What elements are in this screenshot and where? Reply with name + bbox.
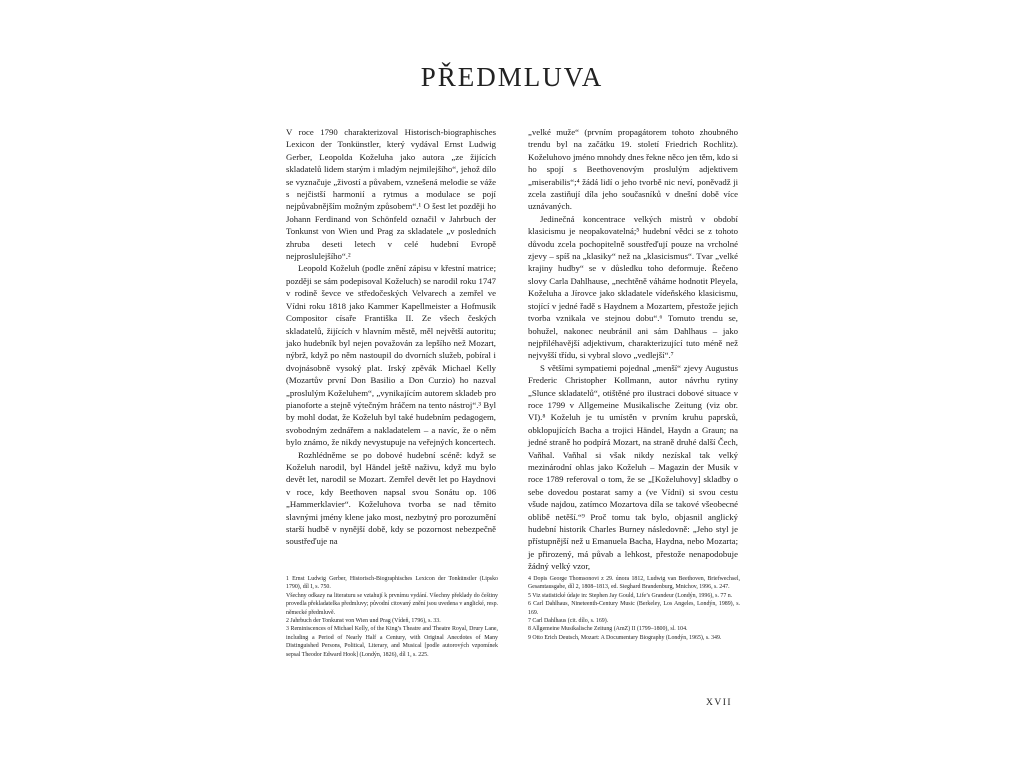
paragraph: „velké muže“ (prvním propagátorem tohoto zhoubného trendu byl na začátku 19. století Friedrich Rochlitz). Koželuhovo jméno mnohdy dnes řekne něco jen těm, kdo si ho spojí s Beethovenovým proslulým adjektivem „miserabilis“;⁴ žádá lidí o jeho tvorbě nic neví, poněvadž ji zcela zastiňují díla jeho současníků v dnešní době více uznávaných.: [528, 127, 738, 212]
footnote: 6 Carl Dahlhaus, Nineteenth-Century Music (Berkeley, Los Angeles, Londýn, 1989), s. 169.: [528, 601, 740, 616]
paragraph: S většími sympatiemi pojednal „menší“ zjevy Augustus Frederic Christopher Kollmann, autor návrhu rytiny „Slunce skladatelů“, otištěné pro ilustraci dobové situace v roce 1799 v Allgemeine Musikalische Zeitung (viz obr. VI).⁸ Koželuh je tu umístěn v prvním kruhu paprsků, obklopujících Bacha a trojici Händel, Haydn a Graun; na jedné straně ho podpírá Mozart, na straně druhé další Čech, Vaňhal. Vaňhal si však nikdy nezískal tak velký mezinárodní ohlas jako Koželuh – Magazin der Musik v roce 1789 referoval o tom, že se „[Koželuhovy] skladby o sebe dovedou postarat samy a (ve Vídni) si svou cestu všude najdou, zatímco Mozartova díla se takové všeobecné oblibě netěší.“⁹ Proč tomu tak bylo, objasnil anglický hudební historik Charles Burney následovně: „Jeho styl je přístupnější než u Emanuela Bacha, Haydna, nebo Mozarta; je přirozený, má půvab a lehkost, přestože nenapodobuje žádný velký vzor,: [528, 362, 738, 572]
footnote: 2 Jahrbuch der Tonkunst von Wien und Prag (Vídeň, 1796), s. 33.: [286, 618, 441, 625]
footnote: Všechny odkazy na literaturu se vztahují k prvnímu vydání. Všechny překlady do češtiny provedla překladatelka předmluvy; původní citovaný znění jsou uvedena v anglické, resp. německé předmluvě.: [286, 592, 498, 616]
footnote: 8 Allgemeine Musikalische Zeitung (AmZ) II (1799–1800), sl. 104.: [528, 626, 688, 633]
paragraph: Rozhlédněme se po dobové hudební scéně: když se Koželuh narodil, byl Händel ještě naživu, když mu bylo devět let, narodil se Mozart. Zemřel devět let po Haydnovi v roce, kdy Beethoven napsal svou Sonátu op. 106 „Hammerklavier“. Koželuhova tvorba se nad těmito slavnými jmény klene jako most, nezbytný pro porozumění starší hudbě v nynější době, kdy se pozornost nebezpečně soustřeďuje na: [286, 449, 496, 547]
paragraph: V roce 1790 charakterizoval Historisch-biographisches Lexicon der Tonkünstler, který vydával Ernst Ludwig Gerber, Leopolda Koželuha jako autora „ze žijících skladatelů lidem starým i mladým nejmilejšího“, jehož dílo se vyznačuje „živostí a půvabem, vznešená melodie se váže s nejčistší harmonií a rytmus a modulace se pojí nejpůvabnějším možným způsobem“.¹ O šest let později ho Johann Ferdinand von Schönfeld označil v Jahrbuch der Tonkunst von Wien und Prag za skladatele „v posledních zhruba deseti letech v celé hudební Evropě nejproslulejšího“.²: [286, 127, 496, 262]
right-text-column: [528, 126, 738, 573]
page-number: XVII: [706, 698, 733, 708]
footnote: 1 Ernst Ludwig Gerber, Historisch-Biographisches Lexicon der Tonkünstler (Lipsko 1790), díl I, s. 750.: [286, 576, 498, 591]
right-footnotes: [528, 575, 740, 642]
footnote: 4 Dopis George Thomsonovi z 29. února 1812, Ludwig van Beethoven, Briefwechsel, Gesamtausgabe, díl 2, 1808–1813, ed. Sieghard Brandenburg, Mnichov, 1996, s. 247.: [528, 576, 740, 591]
paragraph: Leopold Koželuh (podle znění zápisu v křestní matrice; později se sám podepisoval Koželuch) se narodil roku 1747 v rodině ševce ve středočeských Velvarech a zemřel ve Vídni roku 1818 jako Kammer Kapellmeister a Hofmusik Compositor císaře Františka II. Ze všech českých skladatelů, žijících v hlavním městě, měl největší autoritu; jako hudebník byl nejen považován za lepšího než Mozart, nýbrž, když po něm nastoupil do dvorních služeb, pobíral i dvojnásobně vysoký plat. Irský zpěvák Michael Kelly (Mozartův první Don Basilio a Don Curzio) ho nazval „proslulým Koželuhem“, „vynikajícím autorem skladeb pro pianoforte a stejně výtečným hráčem na tento nástroj“.³ Byl by mohl dodat, že Koželuh byl také hudebním pedagogem, svobodným zednářem a nakladatelem – a navíc, že o něm bylo známo, že nikdy nevystupuje na veřejných koncertech.: [286, 263, 496, 448]
footnote: 3 Reminiscences of Michael Kelly, of the King’s Theatre and Theatre Royal, Drury Lane, including a Period of Nearly Half a Century, with Original Anecdotes of Many Distinguished Persons, Political, Literary, and Musical [podle autorových vzpomínek sepsal Theodor Edward Hook] (Londýn, 1826), díl 1, s. 225.: [286, 626, 498, 658]
footnote: 9 Otto Erich Deutsch, Mozart: A Documentary Biography (Londýn, 1965), s. 349.: [528, 634, 722, 641]
page-title: PŘEDMLUVA: [420, 62, 604, 92]
footnote: 7 Carl Dahlhaus (cit. dílo, s. 169).: [528, 618, 609, 625]
paragraph: Jedinečná koncentrace velkých mistrů v období klasicismu je neopakovatelná;⁵ hudební vědci se z tohoto důvodu zcela pochopitelně soustřeďují pouze na vrcholné zjevy – spíš na „klasiky“ než na „klasicismus“. Tvar „velké krajiny hudby“ se v důsledku toho deformuje. Řečeno slovy Carla Dahlhause, „nechtěně váháme hodnotit Pleyela, Koželuha a Jírovce jako skladatele vídeňského klasicismu, stojící v jedné řadě s Haydnem a Mozartem, přestože jejich tvorba vznikala ve stejnou dobu“.⁶ Tomuto trendu se, bohužel, nakonec neubránil ani sám Dahlhaus – jako nejpřiléhavější adjektivum, charakterizující tuto méně než nejvyšší třídu, si vybral slovo „vedlejší“.⁷: [528, 213, 738, 361]
footnote: 5 Viz statistické údaje in: Stephen Jay Gould, Life’s Grandeur (Londýn, 1996), s. 77 n.: [528, 592, 733, 599]
left-footnotes: [286, 575, 498, 659]
left-text-column: [286, 126, 496, 548]
